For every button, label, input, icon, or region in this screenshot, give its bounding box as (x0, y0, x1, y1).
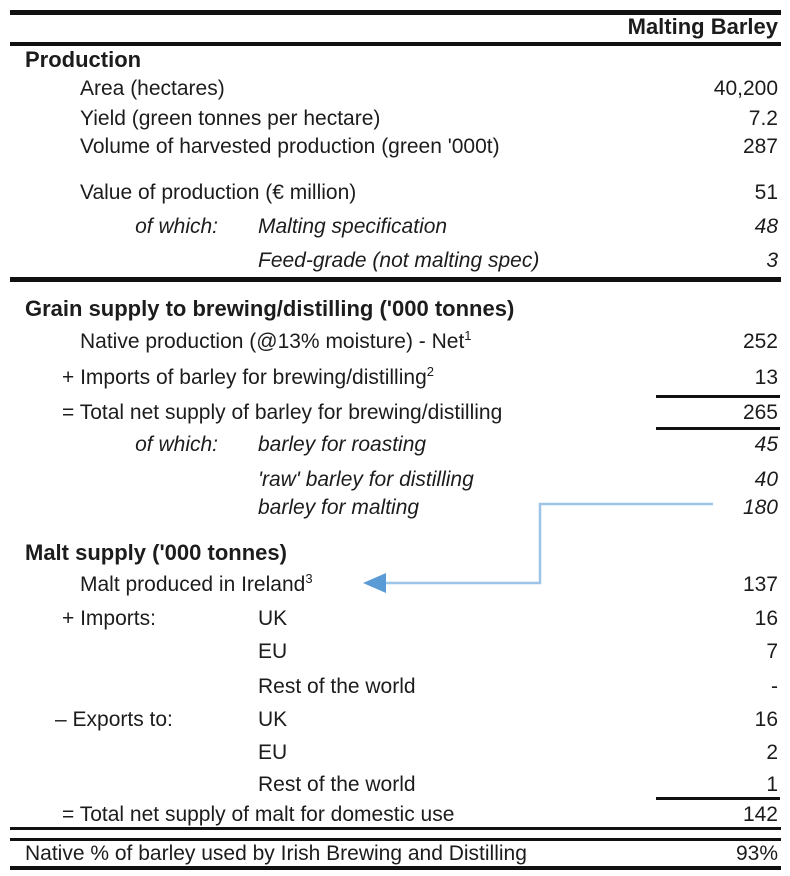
row-malt-imports-eu (0, 637, 790, 667)
row-value: 180 (742, 496, 778, 519)
row-label: UK (258, 708, 288, 731)
column-header-title: Malting Barley (627, 14, 778, 39)
row-malting-specification (0, 212, 790, 242)
row-value: 40 (754, 468, 778, 491)
row-label: = Total net supply of malt for domestic use (62, 803, 455, 826)
row-value: 48 (754, 215, 778, 238)
section-header-production (0, 45, 790, 75)
row-value: 16 (754, 708, 778, 731)
row-native-production (0, 327, 790, 357)
row-value-of-production (0, 178, 790, 208)
section-title: Malt supply ('000 tonnes) (25, 540, 287, 565)
row-total-malt-supply (0, 800, 790, 830)
column-header-row (0, 12, 790, 42)
section-header-grain-supply (0, 294, 790, 324)
production-section-rule (10, 277, 781, 282)
row-feed-grade (0, 246, 790, 276)
row-value: 252 (742, 330, 778, 353)
row-malt-imports-rest-of-world (0, 672, 790, 702)
row-malt-produced-ireland (0, 570, 790, 600)
row-malt-imports-uk (0, 604, 790, 634)
row-label: Native % of barley used by Irish Brewing and Distilling (25, 842, 527, 865)
footnote-marker: 2 (426, 364, 434, 379)
row-label: Value of production (€ million) (80, 181, 357, 204)
imports-group-label: + Imports: (62, 607, 156, 630)
row-malt-exports-eu (0, 738, 790, 768)
section-title: Production (25, 47, 142, 72)
row-label: Rest of the world (258, 773, 416, 796)
row-label: Yield (green tonnes per hectare) (80, 107, 381, 130)
row-label: EU (258, 741, 288, 764)
row-label: barley for malting (258, 496, 420, 519)
row-value: 13 (754, 366, 778, 389)
row-malt-exports-uk (0, 705, 790, 735)
row-total-barley-supply (0, 398, 790, 428)
row-label: Feed-grade (not malting spec) (258, 249, 540, 272)
row-malt-exports-rest-of-world (0, 770, 790, 800)
row-value: 40,200 (713, 77, 778, 100)
row-value: 45 (754, 433, 778, 456)
row-label: 'raw' barley for distilling (258, 468, 474, 491)
row-value: 142 (742, 803, 778, 826)
row-native-percent-summary (0, 841, 790, 867)
row-value: 7 (766, 640, 778, 663)
row-value: 16 (754, 607, 778, 630)
row-value: - (771, 675, 778, 698)
row-value: 287 (742, 135, 778, 158)
row-value: 137 (742, 573, 778, 596)
row-label: barley for roasting (258, 433, 427, 456)
row-label: = Total net supply of barley for brewing/distilling (62, 401, 503, 424)
row-label: Malting specification (258, 215, 448, 238)
row-yield (0, 104, 790, 134)
row-value: 51 (754, 181, 778, 204)
section-title: Grain supply to brewing/distilling ('000 tonnes) (25, 296, 515, 321)
row-value: 7.2 (748, 107, 778, 130)
row-label: + Imports of barley for brewing/distilling$^2$ (62, 364, 434, 389)
row-label: UK (258, 607, 288, 630)
of-which-label: of which: (135, 433, 218, 456)
row-raw-barley-distilling (0, 465, 790, 495)
row-label: EU (258, 640, 288, 663)
section-header-malt-supply (0, 538, 790, 568)
row-label: Rest of the world (258, 675, 416, 698)
row-label: Malt produced in Ireland$^3$ (80, 571, 313, 596)
footnote-marker: 3 (305, 571, 313, 586)
row-label: Area (hectares) (80, 77, 225, 100)
of-which-label: of which: (135, 215, 218, 238)
row-barley-roasting (0, 430, 790, 460)
row-value: 93% (735, 842, 778, 865)
row-barley-malting (0, 493, 790, 523)
row-value: 265 (742, 401, 778, 424)
row-label: Native production (@13% moisture) - Net$^1$ (80, 328, 472, 353)
row-imports-barley (0, 363, 790, 393)
row-value: 2 (766, 741, 778, 764)
row-area (0, 74, 790, 104)
row-label: Volume of harvested production (green '000t) (80, 135, 500, 158)
exports-group-label: – Exports to: (55, 708, 173, 731)
row-volume (0, 132, 790, 162)
row-value: 1 (766, 773, 778, 796)
row-value: 3 (766, 249, 778, 272)
footnote-marker: 1 (464, 328, 472, 343)
